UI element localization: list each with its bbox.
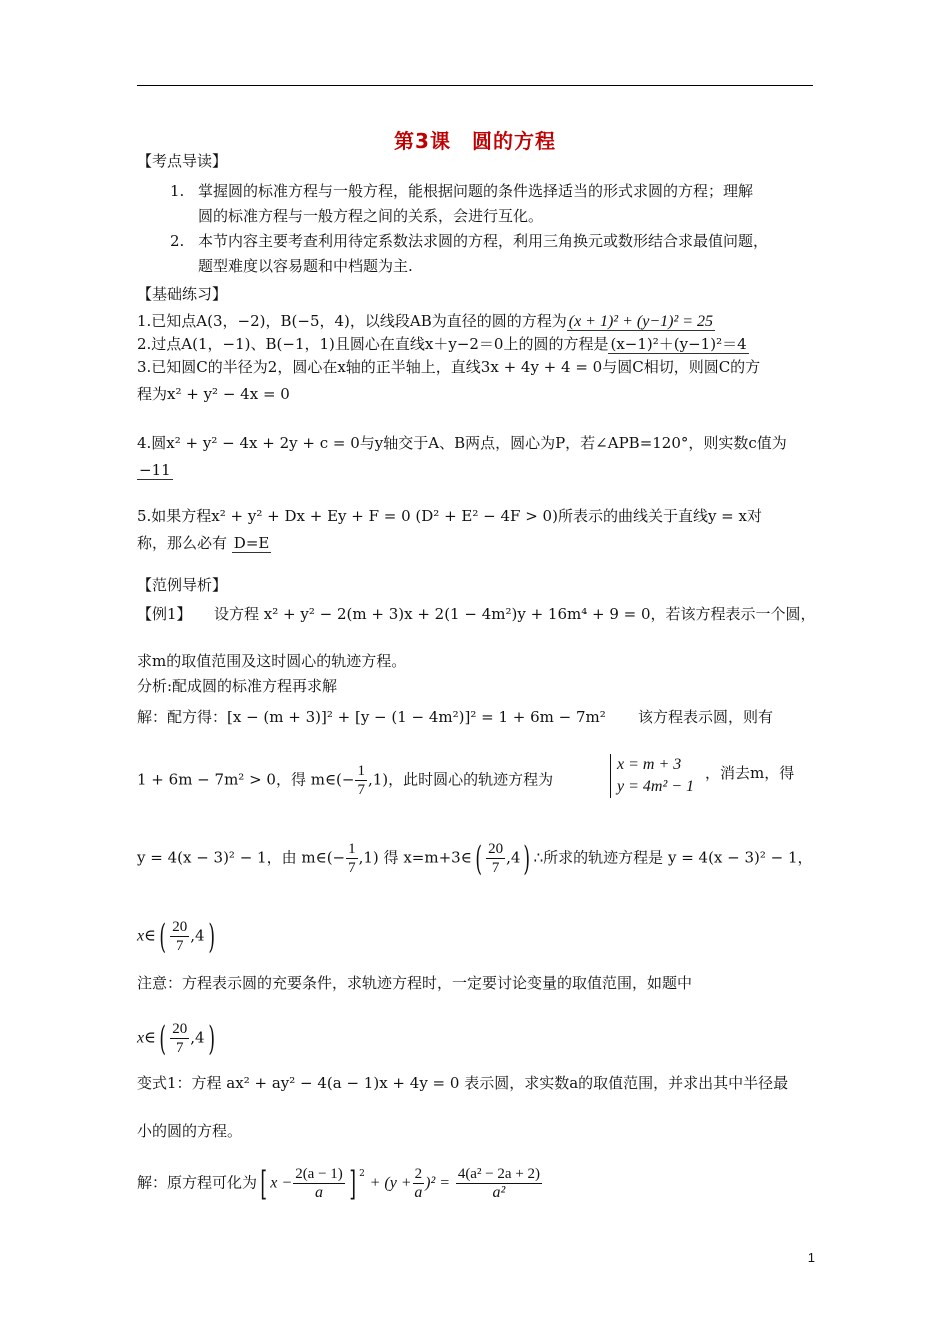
note: 注意：方程表示圆的充要条件，求轨迹方程时，一定要讨论变量的取值范围，如题中 <box>137 974 693 992</box>
list-number: 1. <box>170 182 185 200</box>
section-guide: 【考点导读】 <box>137 152 228 170</box>
variant-1b: 小的圆的方程。 <box>137 1122 243 1140</box>
range-1: x∈( $\frac{20}{7}$ ,4) <box>137 916 215 957</box>
solution-3: y = 4(x − 3)² − 1，由 m∈(− $\frac{1}{7}$ ,1) 得 x=m+3∈( $\frac{20}{7}$ ,4) ∴所求的轨迹方程是 y = 4(x − 3)² − 1， <box>137 838 813 879</box>
equation-system: x = m + 3 y = 4m² − 1 <box>610 754 694 798</box>
analysis: 分析:配成圆的标准方程再求解 <box>137 677 338 695</box>
top-rule <box>137 85 813 86</box>
answer-4: −11 <box>139 461 171 479</box>
guide-2b: 题型难度以容易题和中档题为主. <box>198 257 413 275</box>
guide-2a: 本节内容主要考查利用待定系数法求圆的方程，利用三角换元或数形结合求最值问题， <box>198 232 769 250</box>
example-1b: 求m的取值范围及这时圆心的轨迹方程。 <box>137 652 407 670</box>
guide-1b: 圆的标准方程与一般方程之间的关系，会进行互化。 <box>198 207 544 225</box>
question-5b: 称，那么必有 D=E <box>137 534 270 552</box>
example-1: 【例1】 设方程 x² + y² − 2(m + 3)x + 2(1 − 4m²)y + 16m⁴ + 9 = 0，若该方程表示一个圆， <box>137 605 816 623</box>
question-2: 2.过点A(1，−1)、B(−1，1)且圆心在直线x＋y−2＝0上的圆的方程是 (x−1)²＋(y−1)²＝4 <box>137 335 747 353</box>
list-number: 2. <box>170 232 185 250</box>
solution-1-right: 该方程表示圆，则有 <box>638 708 774 726</box>
answer-1: (x + 1)² + (y−1)² = 25 <box>568 313 714 330</box>
variant-1: 变式1：方程 ax² + ay² − 4(a − 1)x + 4y = 0 表示圆，求实数a的取值范围，并求出其中半径最 <box>137 1074 789 1092</box>
solution-2: 1 + 6m − 7m² > 0，得 m∈(− $\frac{1}{7}$ ,1)，此时圆心的轨迹方程为 <box>137 763 554 798</box>
question-1: 1.已知点A(3，−2)，B(−5，4)，以线段AB为直径的圆的方程为 (x + 1)² + (y−1)² = 25 <box>137 312 714 330</box>
question-4a: 4.圆x² + y² − 4x + 2y + c = 0与y轴交于A、B两点，圆心为P，若∠APB=120°，则实数c值为 <box>137 434 787 452</box>
answer-5: D=E <box>233 534 270 552</box>
question-3a: 3.已知圆C的半径为2，圆心在x轴的正半轴上，直线3x + 4y + 4 = 0与圆C相切，则圆C的方 <box>137 358 761 376</box>
question-3b: 程为x² + y² − 4x = 0 <box>137 385 290 403</box>
section-basic: 【基础练习】 <box>137 285 228 303</box>
page-title: 第3课 圆的方程 <box>394 129 556 153</box>
guide-1a: 掌握圆的标准方程与一般方程，能根据问题的条件选择适当的形式求圆的方程；理解 <box>198 182 754 200</box>
solution-2c: ，消去m，得 <box>705 764 795 782</box>
section-examples: 【范例导析】 <box>137 576 228 594</box>
fraction: $\frac{1}{7}$ <box>357 763 365 798</box>
range-2: x∈( $\frac{20}{7}$ ,4) <box>137 1018 215 1059</box>
page-number: 1 <box>807 1250 815 1265</box>
solution-4: 解：原方程可化为[ x − $\frac{2(a - 1)}{a}$ ] $^2$ + (y + $\frac{2}{a}$ )² = $\frac{\text{4(a² − 2a + 2)}}{\text{a²}}$ <box>137 1163 541 1204</box>
solution-1: 解：配方得：[x − (m + 3)]² + [y − (1 − 4m²)]² = 1 + 6m − 7m² <box>137 708 606 726</box>
question-5a: 5.如果方程x² + y² + Dx + Ey + F = 0 (D² + E² − 4F > 0)所表示的曲线关于直线y = x对 <box>137 507 762 525</box>
answer-2: (x−1)²＋(y−1)²＝4 <box>610 335 747 353</box>
